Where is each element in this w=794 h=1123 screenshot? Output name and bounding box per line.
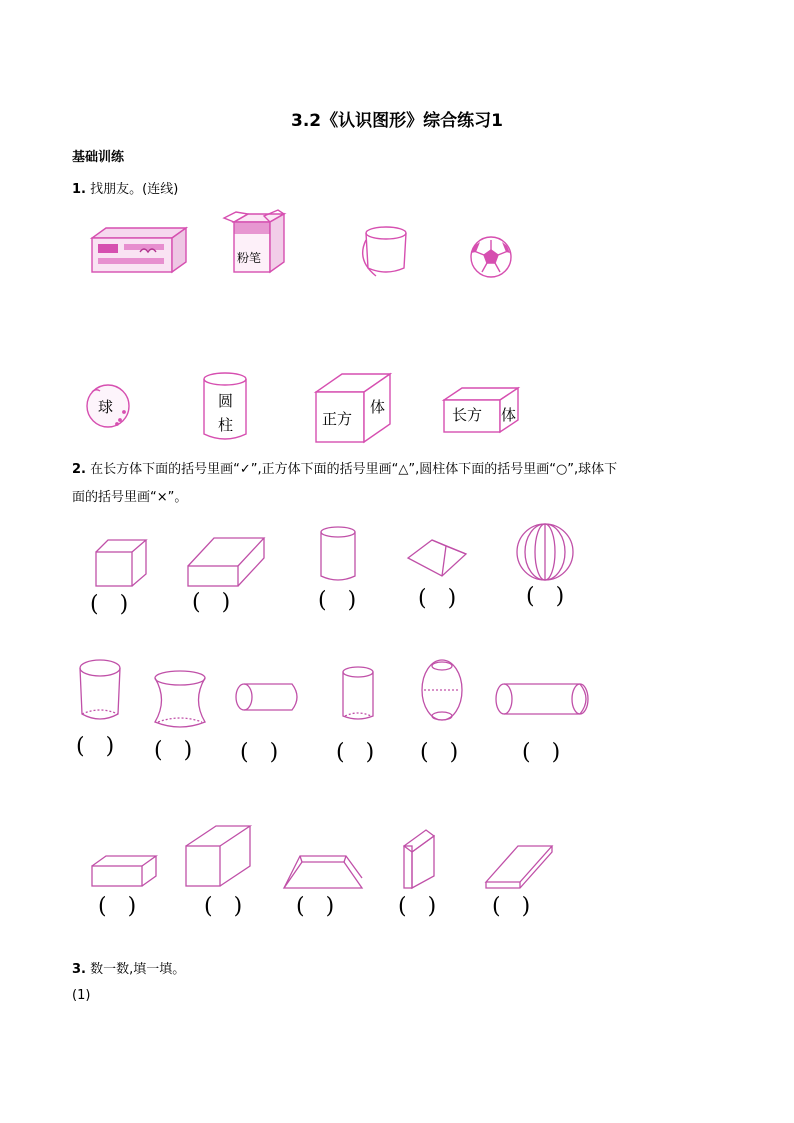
shape-cuboid-1 (188, 538, 264, 586)
question-1-number: 1. (72, 182, 86, 197)
answer-paren-13[interactable]: ( ) (204, 894, 243, 919)
question-3 (72, 958, 185, 977)
cuboid-label-1: 长方 (452, 406, 483, 424)
cube-label-2: 体 (370, 398, 386, 416)
answer-paren-4[interactable]: ( ) (418, 586, 457, 611)
shape-trapezoid-prism (284, 856, 362, 888)
shape-cylinder-2 (80, 660, 120, 719)
shape-cuboid-2 (92, 856, 156, 886)
shape-cylinder-horizontal-2 (496, 684, 588, 714)
answer-paren-2[interactable]: ( ) (192, 590, 231, 615)
answer-paren-1[interactable]: ( ) (90, 592, 129, 617)
shape-cube-1 (96, 540, 146, 586)
cylinder-label-1: 圆 (218, 392, 234, 410)
section-heading: 基础训练 (72, 150, 125, 165)
cylinder-label-2: 柱 (218, 416, 234, 434)
shape-cuboid-3 (186, 826, 250, 886)
answer-paren-8[interactable]: ( ) (240, 740, 279, 765)
question-3-sub-1: (1) (72, 988, 91, 1003)
answer-paren-3[interactable]: ( ) (318, 588, 357, 613)
answer-paren-5[interactable]: ( ) (526, 584, 565, 609)
answer-paren-11[interactable]: ( ) (522, 740, 561, 765)
question-2-number: 2. (72, 462, 86, 477)
cube-label-1: 正方 (322, 410, 353, 428)
shape-waisted-cylinder (155, 671, 205, 727)
answer-paren-10[interactable]: ( ) (420, 740, 459, 765)
question-2-text-1: 在长方体下面的括号里画“✓”,正方体下面的括号里画“△”,圆柱体下面的括号里画“○”,球体下 (90, 462, 618, 477)
page-title: 3.2《认识图形》综合练习1 (291, 111, 503, 131)
answer-paren-12[interactable]: ( ) (98, 894, 137, 919)
cuboid-label-2: 体 (501, 406, 517, 424)
shape-cube-2 (408, 540, 466, 576)
answer-paren-16[interactable]: ( ) (492, 894, 531, 919)
shape-barrel (422, 660, 462, 720)
shape-sphere-1 (517, 524, 573, 580)
shape-cylinder-horizontal-1 (236, 684, 297, 710)
question-3-number: 3. (72, 962, 86, 977)
question-1-text: 找朋友。(连线) (90, 182, 179, 197)
answer-paren-6[interactable]: ( ) (76, 734, 115, 759)
chalk-label: 粉笔 (237, 251, 262, 265)
answer-paren-7[interactable]: ( ) (154, 738, 193, 763)
shape-cylinder-3 (343, 667, 373, 719)
shape-thin-cuboid (404, 830, 434, 888)
shape-flat-cuboid (486, 846, 552, 888)
sphere-label: 球 (98, 398, 114, 416)
answer-paren-9[interactable]: ( ) (336, 740, 375, 765)
question-3-text: 数一数,填一填。 (90, 962, 186, 977)
shape-cylinder-1 (321, 527, 355, 580)
question-2-line-2: 面的括号里画“×”。 (72, 490, 188, 505)
answer-paren-15[interactable]: ( ) (398, 894, 437, 919)
answer-paren-14[interactable]: ( ) (296, 894, 335, 919)
